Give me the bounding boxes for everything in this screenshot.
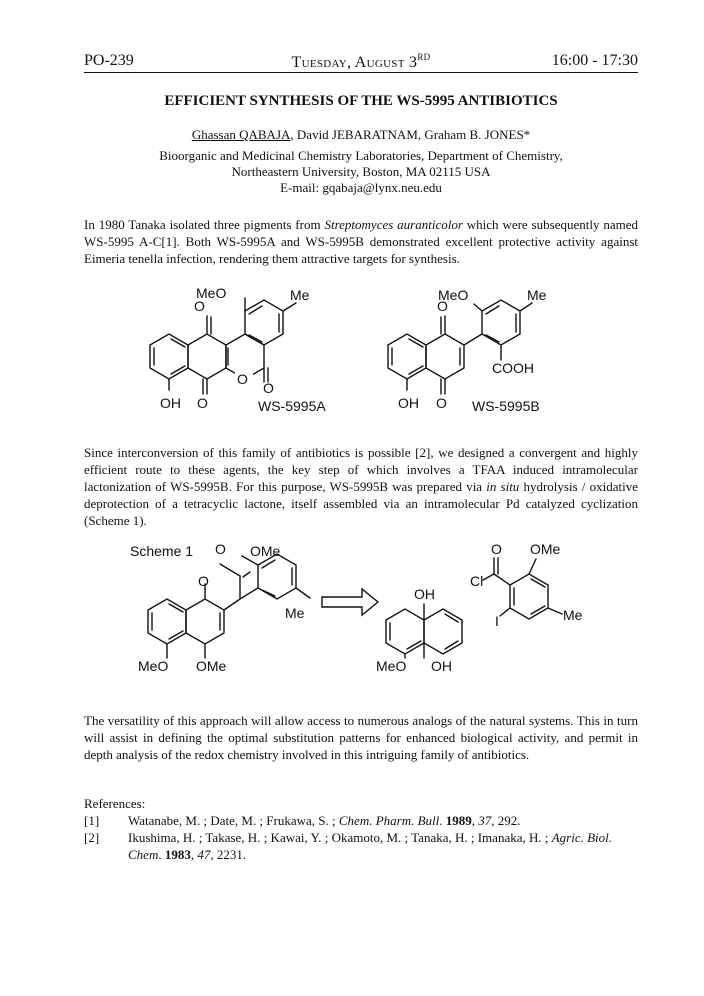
page-header (84, 52, 638, 72)
diol-methoxy: MeO (376, 658, 407, 674)
reference-authors: Ikushima, H. ; Takase, H. ; Kawai, Y. ; Okamoto, M. ; Tanaka, H. ; Imanaka, H. ; (128, 830, 552, 845)
compound-b-name: WS-5995B (472, 398, 540, 414)
synthesis-text-b: hydrolysis / oxidative deprotection of a tetracyclic lactone, itself assembled via an intramolecular Pd catalyzed cyclization (Scheme 1). (84, 479, 638, 528)
scheme-carbonyl-oxygen: O (215, 541, 226, 557)
ws5995a-structure (140, 285, 370, 420)
reference-pages: , 2231. (210, 847, 247, 862)
affiliation (84, 148, 638, 196)
scheme-ring-oxygen: O (198, 573, 209, 589)
iodide-label: I (495, 613, 499, 629)
co-authors: , David JEBARATNAM, Graham B. JONES* (290, 127, 531, 142)
contact-email: E-mail: gqabaja@lynx.neu.edu (280, 180, 442, 195)
scheme-methoxy-top: OMe (250, 543, 281, 559)
conclusion-paragraph: The versatility of this approach will allow access to numerous analogs of the natural systems. This in turn will assist in defining the optimal substitution patterns for enhanced biological activity, and permit in depth analysis of the redox chemistry involved in this intriguing family of antibiotics. (84, 713, 638, 762)
reference-volume: 37 (478, 813, 492, 828)
reference-year: 1983 (164, 847, 191, 862)
hydroxyl-label-b: OH (398, 395, 419, 411)
lactone-oxygen-label: O (263, 380, 274, 396)
author-list (84, 127, 638, 143)
poster-code: PO-239 (84, 52, 134, 69)
methoxy-label-a: MeO (196, 285, 227, 301)
retrosynthesis-arrow (322, 589, 378, 615)
intro-paragraph (84, 216, 638, 267)
quinone-oxygen-top-b: O (437, 298, 448, 314)
header-rule (84, 72, 638, 73)
reference-item: [2] Ikushima, H. ; Takase, H. ; Kawai, Y. ; Okamoto, M. ; Tanaka, H. ; Imanaka, H. ; Agric. Biol. Chem. 1983, 47, 2231. (84, 830, 613, 862)
scheme-methyl-lactone: Me (285, 605, 305, 621)
carboxyl-label: COOH (492, 360, 534, 376)
intro-text-a: In 1980 Tanaka isolated three pigments from (84, 217, 325, 232)
reference-year: 1989 (445, 813, 472, 828)
in-situ-term: in situ (486, 479, 520, 494)
quinone-oxygen-bottom: O (197, 395, 208, 411)
reference-pages: , 292. (491, 813, 521, 828)
acid-methoxy: OMe (530, 541, 561, 557)
scheme-methoxy-bottom-left: MeO (138, 658, 169, 674)
hydroxyl-label-a: OH (160, 395, 181, 411)
scheme-label: Scheme 1 (130, 543, 194, 559)
synthesis-text-a: Since interconversion of this family of antibiotics is possible [2], we designed a convergent and highly efficient route to these agents, the key step of which involves a TFAA induced intramolecular lactonization of WS-5995B. For this purpose, WS-5995B was prepared via (84, 445, 638, 494)
ring-oxygen-label: O (237, 371, 248, 387)
species-name: Streptomyces auranticolor (324, 217, 463, 232)
methyl-label-b: Me (527, 287, 547, 303)
reference-journal: Agric. Biol. Chem (128, 830, 613, 862)
paper-title: EFFICIENT SYNTHESIS OF THE WS-5995 ANTIBIOTICS (164, 93, 558, 109)
reference-item: [1] Watanabe, M. ; Date, M. ; Frukawa, S. ; Chem. Pharm. Bull. 1989, 37, 292. (84, 813, 521, 828)
diol-hydroxyl-top: OH (414, 586, 435, 602)
synthesis-paragraph (84, 444, 638, 529)
reference-number: [1] (84, 813, 100, 828)
methoxy-label-b-visible: MeO (438, 287, 469, 303)
quinone-oxygen-bottom-b: O (436, 395, 447, 411)
session-time: 16:00 - 17:30 (551, 52, 638, 69)
references (84, 795, 638, 863)
reference-volume: 47 (197, 847, 211, 862)
reference-journal: Chem. Pharm. Bull (338, 813, 440, 828)
ws5995b-structure (382, 287, 582, 420)
acid-methyl: Me (563, 607, 583, 623)
diol-hydroxyl-bottom: OH (431, 658, 452, 674)
session-day: Tuesday, August 3 (291, 54, 418, 71)
reference-number: [2] (84, 830, 100, 845)
scheme-1 (100, 540, 600, 690)
scheme-methoxy-bottom-right: OMe (196, 658, 227, 674)
intro-text-b: which were subsequently named WS-5995 A-C[1]. Both WS-5995A and WS-5995B demonstrated excellent protective activity against Eimeria tenella infection, rendering them attractive targets for synthesis. (84, 217, 638, 266)
date-superscript: RD (417, 52, 431, 62)
quinone-oxygen-top: O (194, 298, 205, 314)
affiliation-line-1: Bioorganic and Medicinal Chemistry Laboratories, Department of Chemistry, (159, 148, 563, 163)
presenting-author: Ghassan QABAJA (191, 127, 291, 142)
acid-chloride-label: Cl (470, 573, 484, 589)
methyl-label-a: Me (290, 287, 310, 303)
compound-a-name: WS-5995A (258, 398, 326, 414)
affiliation-line-2: Northeastern University, Boston, MA 02115 USA (231, 164, 491, 179)
acid-carbonyl-oxygen: O (491, 541, 502, 557)
references-heading: References: (84, 796, 146, 811)
reference-authors: Watanabe, M. ; Date, M. ; Frukawa, S. ; (128, 813, 339, 828)
